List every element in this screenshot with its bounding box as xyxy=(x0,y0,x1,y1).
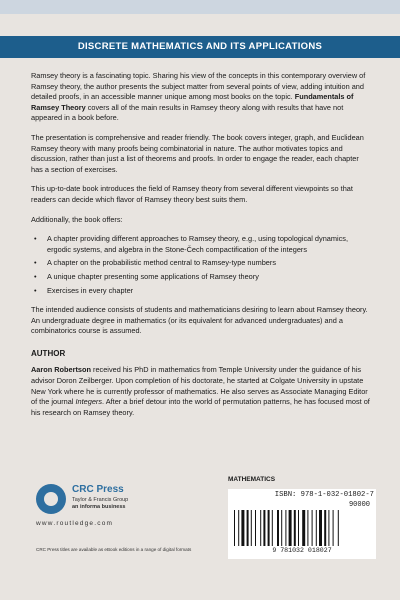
ebook-footnote: CRC Press titles are available as eBook editions in a range of digital formats xyxy=(36,547,192,552)
author-bio-end: . After a brief detour into the world of permutation patterns, he has focused most of his research on Ramsey theory. xyxy=(31,397,370,417)
intro-text: Ramsey theory is a fascinating topic. Sharing his view of the concepts in this contemporary overview of Ramsey theory, the author presents the subject matter from several points of view, adding intuition and detailed proofs, in an accessible manner unique among most books on the topic. xyxy=(31,71,366,102)
publisher-group: Taylor & Francis Group xyxy=(72,497,129,503)
isbn-text: ISBN: 978-1-032-01802-7 xyxy=(274,491,374,499)
intro-text-end: covers all of the main results in Ramsey theory along with results that have not appeared in a book before. xyxy=(31,102,344,123)
list-item-text: Exercises in every chapter xyxy=(47,285,134,295)
bullet-icon: • xyxy=(34,285,37,295)
author-bio xyxy=(31,365,371,418)
barcode-panel xyxy=(228,489,376,559)
book-title: Fundamentals of Ramsey Theory xyxy=(31,92,354,112)
top-edge-strip xyxy=(0,0,400,14)
bullet-icon: • xyxy=(34,258,37,268)
list-item xyxy=(31,258,371,269)
barcode-number: 9 781032 018027 xyxy=(272,547,332,554)
barcode-icon xyxy=(232,510,372,546)
subject-label: MATHEMATICS xyxy=(228,476,276,483)
back-cover-text xyxy=(31,71,371,427)
publisher-url: www.routledge.com xyxy=(36,520,114,527)
journal-name: Integers xyxy=(75,397,103,407)
list-item-text: A unique chapter presenting some applications of Ramsey theory xyxy=(47,271,259,281)
publisher-business: an informa business xyxy=(72,504,126,510)
viewpoints-paragraph: This up-to-date book introduces the field of Ramsey theory from several different viewpoints so that readers can decide which flavor of Ramsey theory best suits them. xyxy=(31,184,353,204)
offers-intro: Additionally, the book offers: xyxy=(31,214,123,224)
list-item-text: A chapter on the probabilistic method central to Ramsey-type numbers xyxy=(47,258,276,268)
list-item xyxy=(31,272,371,283)
list-item xyxy=(31,234,371,255)
crc-logo-icon xyxy=(36,484,66,514)
bullet-icon: • xyxy=(34,271,37,281)
presentation-paragraph: The presentation is comprehensive and reader friendly. The book covers integer, graph, and Euclidean Ramsey theory with many proofs being combinatorial in nature. The author motivates topics and discussion, rather than just a list of theorems and proofs. In order to engage the reader, each chapter has a section of exercises. xyxy=(31,132,364,174)
bullet-icon: • xyxy=(34,234,37,244)
publisher-name: CRC Press xyxy=(72,484,124,495)
author-bio-text: received his PhD in mathematics from Temple University under the guidance of his advisor Doron Zeilberger. Upon completion of his doctorate, he started at Colgate University in upstate New York where he is currently professor of mathematics. He also serves as Associate Managing Editor of the journal xyxy=(31,365,368,407)
author-heading: AUTHOR xyxy=(31,348,66,358)
list-item-text: A chapter providing different approaches to Ramsey theory, e.g., using topological dynamics, ergodic systems, and algebra in the Stone-Čech compactification of the integers xyxy=(47,234,348,254)
author-name: Aaron Robertson xyxy=(31,365,91,375)
series-banner: DISCRETE MATHEMATICS AND ITS APPLICATIONS xyxy=(0,36,400,58)
price-code: 90000 xyxy=(348,501,370,509)
audience-paragraph: The intended audience consists of students and mathematicians desiring to learn about Ramsey theory. An undergraduate degree in mathematics (or its equivalent for advanced undergraduates) and a combinatorics course is assumed. xyxy=(31,305,368,336)
intro-paragraph xyxy=(31,71,371,124)
offers-list xyxy=(31,234,371,296)
list-item xyxy=(31,286,371,297)
